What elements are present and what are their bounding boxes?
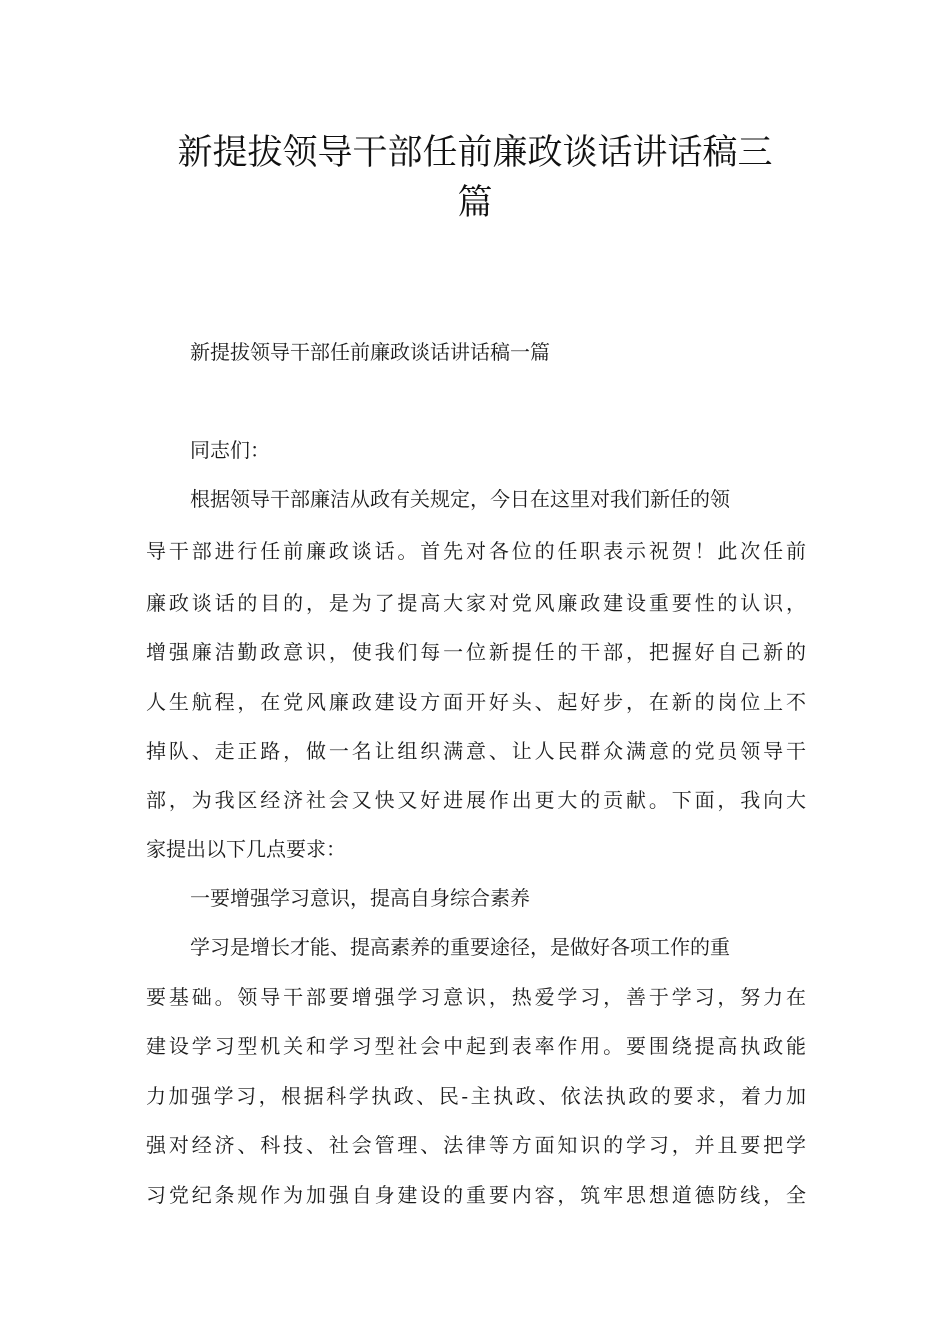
paragraph-line: 掉队、走正路，做一名让组织满意、让人民群众满意的党员领导干 [146, 739, 806, 763]
section-heading: 一要增强学习意识，提高自身综合素养 [190, 886, 530, 910]
paragraph-line: 增强廉洁勤政意识，使我们每一位新提任的干部，把握好自己新的 [146, 640, 806, 664]
salutation: 同志们： [190, 438, 270, 462]
paragraph-line: 强对经济、科技、社会管理、法律等方面知识的学习，并且要把学 [146, 1133, 806, 1157]
paragraph-line: 导干部进行任前廉政谈话。首先对各位的任职表示祝贺！此次任前 [146, 539, 806, 563]
paragraph-line: 部，为我区经济社会又快又好进展作出更大的贡献。下面，我向大 [146, 788, 806, 812]
paragraph-line: 廉政谈话的目的，是为了提高大家对党风廉政建设重要性的认识， [146, 591, 806, 615]
paragraph-line: 人生航程，在党风廉政建设方面开好头、起好步，在新的岗位上不 [146, 690, 806, 714]
paragraph-line: 建设学习型机关和学习型社会中起到表率作用。要围绕提高执政能 [146, 1034, 806, 1058]
paragraph-line: 习党纪条规作为加强自身建设的重要内容，筑牢思想道德防线，全 [146, 1183, 806, 1207]
paragraph-line: 力加强学习，根据科学执政、民-主执政、依法执政的要求，着力加 [146, 1084, 806, 1108]
section-subtitle: 新提拔领导干部任前廉政谈话讲话稿一篇 [190, 340, 550, 364]
paragraph-line: 学习是增长才能、提高素养的重要途径，是做好各项工作的重 [190, 935, 730, 959]
document-title-continued: 篇 [457, 183, 493, 223]
paragraph-line: 要基础。领导干部要增强学习意识，热爱学习，善于学习，努力在 [146, 985, 806, 1009]
document-title: 新提拔领导干部任前廉政谈话讲话稿三 [177, 133, 773, 173]
paragraph-line: 根据领导干部廉洁从政有关规定，今日在这里对我们新任的领 [190, 487, 730, 511]
paragraph-line: 家提出以下几点要求： [146, 837, 346, 861]
